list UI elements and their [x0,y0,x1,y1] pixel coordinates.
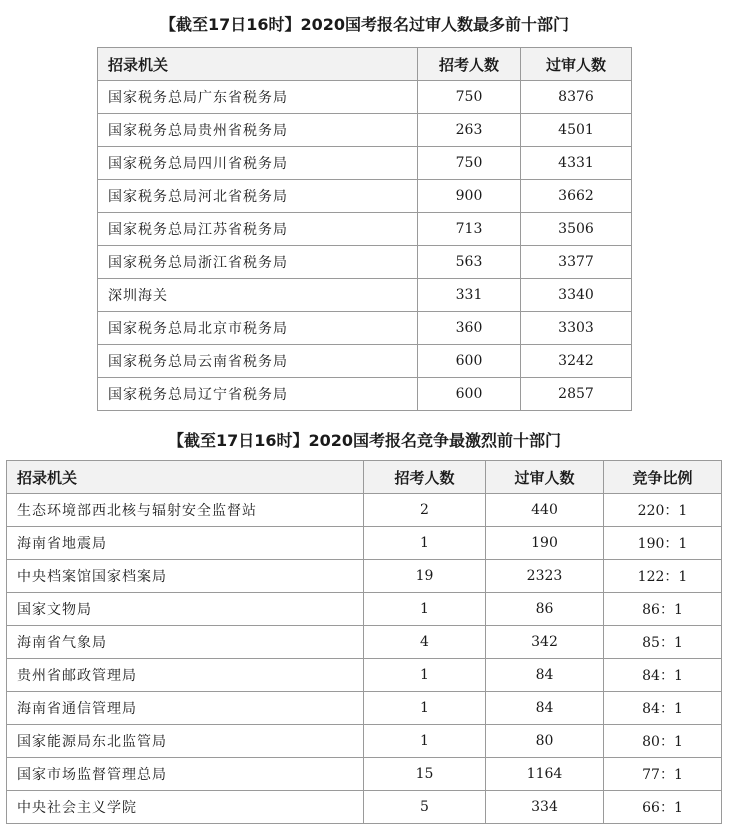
quota-cell: 1 [364,659,486,692]
agency-cell: 国家税务总局云南省税务局 [98,345,418,378]
table-row [7,659,722,692]
column-header-quota: 招考人数 [364,461,486,494]
table-row [98,180,632,213]
column-header-approved: 过审人数 [521,48,632,81]
approved-cell: 334 [486,791,604,824]
quota-cell: 1 [364,692,486,725]
table-row [98,378,632,411]
agency-cell: 国家税务总局贵州省税务局 [98,114,418,147]
ratio-cell: 66：1 [604,791,722,824]
agency-cell: 海南省通信管理局 [7,692,364,725]
approved-cell: 84 [486,659,604,692]
quota-cell: 360 [418,312,521,345]
approved-cell: 2323 [486,560,604,593]
ratio-cell: 84：1 [604,692,722,725]
table-row [7,758,722,791]
most-competitive-table [6,460,722,824]
approved-cell: 3242 [521,345,632,378]
agency-cell: 海南省地震局 [7,527,364,560]
agency-cell: 国家文物局 [7,593,364,626]
agency-cell: 国家税务总局浙江省税务局 [98,246,418,279]
agency-cell: 国家税务总局四川省税务局 [98,147,418,180]
table-row [7,560,722,593]
approved-cell: 190 [486,527,604,560]
approved-cell: 2857 [521,378,632,411]
table-row [7,725,722,758]
table-header-row [7,461,722,494]
quota-cell: 713 [418,213,521,246]
approved-cell: 3506 [521,213,632,246]
quota-cell: 1 [364,593,486,626]
table-row [7,791,722,824]
approved-cell: 3303 [521,312,632,345]
approved-cell: 3377 [521,246,632,279]
agency-cell: 国家税务总局北京市税务局 [98,312,418,345]
table-row [7,626,722,659]
agency-cell: 中央档案馆国家档案局 [7,560,364,593]
quota-cell: 750 [418,147,521,180]
agency-cell: 贵州省邮政管理局 [7,659,364,692]
approved-cell: 4501 [521,114,632,147]
approved-cell: 86 [486,593,604,626]
table-row [7,692,722,725]
table-row [98,114,632,147]
agency-cell: 国家税务总局广东省税务局 [98,81,418,114]
quota-cell: 1 [364,527,486,560]
quota-cell: 1 [364,725,486,758]
table2-title: 【截至17日16时】2020国考报名竞争最激烈前十部门 [167,431,562,450]
agency-cell: 生态环境部西北核与辐射安全监督站 [7,494,364,527]
table-row [98,246,632,279]
ratio-cell: 86：1 [604,593,722,626]
approved-cell: 84 [486,692,604,725]
agency-cell: 国家税务总局辽宁省税务局 [98,378,418,411]
most-applicants-table [97,47,632,411]
ratio-cell: 220：1 [604,494,722,527]
ratio-cell: 122：1 [604,560,722,593]
quota-cell: 563 [418,246,521,279]
approved-cell: 1164 [486,758,604,791]
quota-cell: 19 [364,560,486,593]
ratio-cell: 77：1 [604,758,722,791]
column-header-quota: 招考人数 [418,48,521,81]
agency-cell: 国家税务总局河北省税务局 [98,180,418,213]
ratio-cell: 84：1 [604,659,722,692]
approved-cell: 342 [486,626,604,659]
table-row [98,345,632,378]
quota-cell: 750 [418,81,521,114]
quota-cell: 900 [418,180,521,213]
agency-cell: 深圳海关 [98,279,418,312]
quota-cell: 4 [364,626,486,659]
quota-cell: 331 [418,279,521,312]
agency-cell: 中央社会主义学院 [7,791,364,824]
approved-cell: 8376 [521,81,632,114]
quota-cell: 5 [364,791,486,824]
column-header-agency: 招录机关 [7,461,364,494]
table-header-row [98,48,632,81]
column-header-agency: 招录机关 [98,48,418,81]
table-row [7,527,722,560]
table-row [98,147,632,180]
quota-cell: 263 [418,114,521,147]
approved-cell: 80 [486,725,604,758]
quota-cell: 600 [418,345,521,378]
table-row [98,279,632,312]
agency-cell: 海南省气象局 [7,626,364,659]
quota-cell: 15 [364,758,486,791]
ratio-cell: 80：1 [604,725,722,758]
table1-title: 【截至17日16时】2020国考报名过审人数最多前十部门 [159,15,570,34]
approved-cell: 3662 [521,180,632,213]
table-row [7,593,722,626]
quota-cell: 600 [418,378,521,411]
agency-cell: 国家税务总局江苏省税务局 [98,213,418,246]
ratio-cell: 85：1 [604,626,722,659]
approved-cell: 440 [486,494,604,527]
table-row [98,81,632,114]
quota-cell: 2 [364,494,486,527]
agency-cell: 国家市场监督管理总局 [7,758,364,791]
agency-cell: 国家能源局东北监管局 [7,725,364,758]
table-row [98,312,632,345]
table-row [7,494,722,527]
column-header-approved: 过审人数 [486,461,604,494]
ratio-cell: 190：1 [604,527,722,560]
approved-cell: 4331 [521,147,632,180]
approved-cell: 3340 [521,279,632,312]
column-header-ratio: 竞争比例 [604,461,722,494]
table-row [98,213,632,246]
